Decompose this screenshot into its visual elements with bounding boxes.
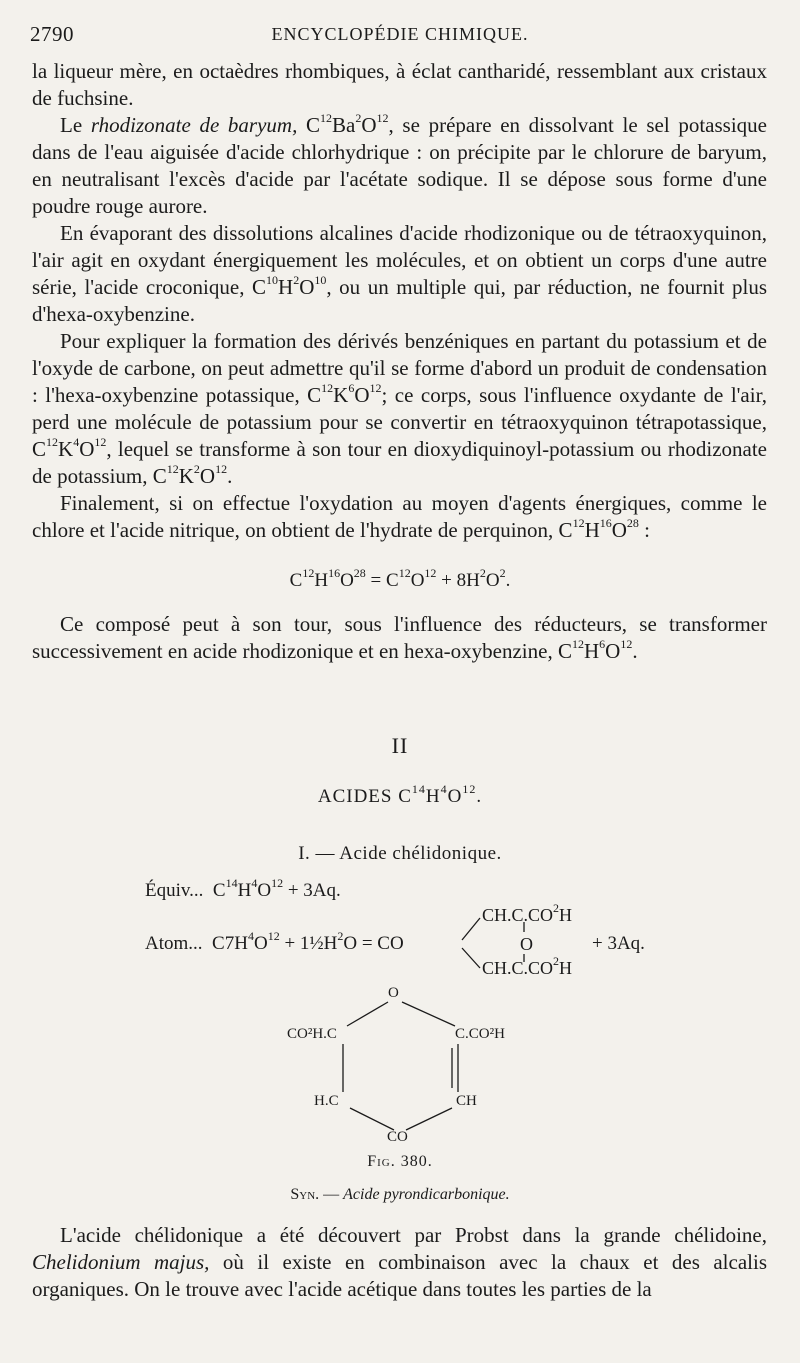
ring-atom-co-bottom: CO (387, 1129, 408, 1145)
ring-group-left-upper: CO²H.C (287, 1026, 337, 1042)
figure-caption: Fig. 380. (367, 1153, 433, 1170)
subsection-title: I. — Acide chélidonique. (298, 843, 502, 864)
atom-formula-bot: $CH.C.CO^2H$ (482, 954, 573, 978)
ring-group-left-lower: H.C (314, 1093, 339, 1109)
atom-formula-mid: O (520, 934, 533, 954)
ring-group-right-lower: CH (456, 1093, 477, 1109)
ring-bond-6 (406, 1108, 452, 1130)
paragraph-7: L'acide chélidonique a été découvert par Probst dans la grande chélidoine, Chelidonium majus, où il existe en combinaison avec la chaux et des alcalis organiques. On le trouve avec l'acide acétique dans toutes les parties de la (32, 1223, 767, 1301)
atom-formula-top: $CH.C.CO^2H$ (482, 901, 573, 925)
ring-atom-o-top: O (388, 985, 399, 1001)
paragraph-4: Pour expliquer la formation des dérivés benzéniques en partant du potassium et de l'oxyde de carbone, on peut admettre qu'il se forme d'abord un produit de condensation : l'hexa-oxybenzine potassique, $C^{12}K^6O^{12}$; ce corps, sous l'influence oxydante de l'air, perd une molécule de potassium pour se convertir en tétraoxyquinon tétrapotassique, $C^{12}K^4O^{12}$, lequel se transforme à son tour en dioxydiquinoyl-potassium ou rhodizonate de potassium, $C^{12}K^2O^{12}$. (32, 329, 767, 488)
atom-formula-rhs: + 3Aq. (592, 933, 645, 954)
paragraph-6: Ce composé peut à son tour, sous l'influence des réducteurs, se transformer successivement en acide rhodizonique et en hexa-oxybenzine, $C^{12}H^6O^{12}$. (32, 612, 767, 663)
body-text-bottom (32, 1222, 767, 1303)
paragraph-3: En évaporant des dissolutions alcalines d'acide rhodizonique ou de tétraoxyquinon, l'air agit en oxydant énergiquement les molécules, et on obtient un corps d'une autre série, l'acide croconique, $C^{10}H^2O^{10}$, ou un multiple qui, par réduction, ne fournit plus d'hexa-oxybenzine. (32, 221, 767, 326)
running-title: ENCYCLOPÉDIE CHIMIQUE. (271, 24, 529, 44)
bracket-line-top (462, 918, 480, 940)
ring-bond-2 (402, 1002, 455, 1026)
ring-bond-1 (347, 1002, 388, 1026)
ring-group-right-upper: C.CO²H (455, 1026, 505, 1042)
section-title: ACIDES $C^{14}H^4O^{12}$. (317, 781, 483, 807)
page-number: 2790 (30, 22, 74, 46)
synonym-line: Syn. — Acide pyrondicarbonique. (290, 1186, 510, 1203)
atom-formula: Atom... $C7H^4O^{12}$ + $1\frac{1}{2}H^2O$ = CO (145, 928, 404, 954)
equation-perquinon: $C^{12}H^{16}O^{28} = C^{12}O^{12} + 8H^2O^2$. (289, 565, 511, 591)
equiv-formula: Équiv... $C^{14}H^4O^{12} + 3Aq$. (145, 875, 341, 901)
paragraph-1: la liqueur mère, en octaèdres rhombiques, à éclat cantharidé, ressemblant aux cristaux de fuchsine. (32, 59, 767, 110)
paragraph-2: Le rhodizonate de baryum, $C^{12}Ba^2O^{12}$, se prépare en dissolvant le sel potassique dans de l'eau aiguisée d'acide chlorhydrique : on précipite par le chlorure de baryum, en neutralisant l'excès d'acide par l'acétate sodique. Il se dépose sous forme d'une poudre rouge aurore. (32, 111, 767, 218)
ring-bond-5 (350, 1108, 394, 1130)
section-number: II (391, 733, 409, 758)
paragraph-5: Finalement, si on effectue l'oxydation au moyen d'agents énergiques, comme le chlore et l'acide nitrique, on obtient de l'hydrate de perquinon, $C^{12}H^{16}O^{28}$ : (32, 491, 767, 542)
bracket-line-bottom (462, 948, 480, 968)
